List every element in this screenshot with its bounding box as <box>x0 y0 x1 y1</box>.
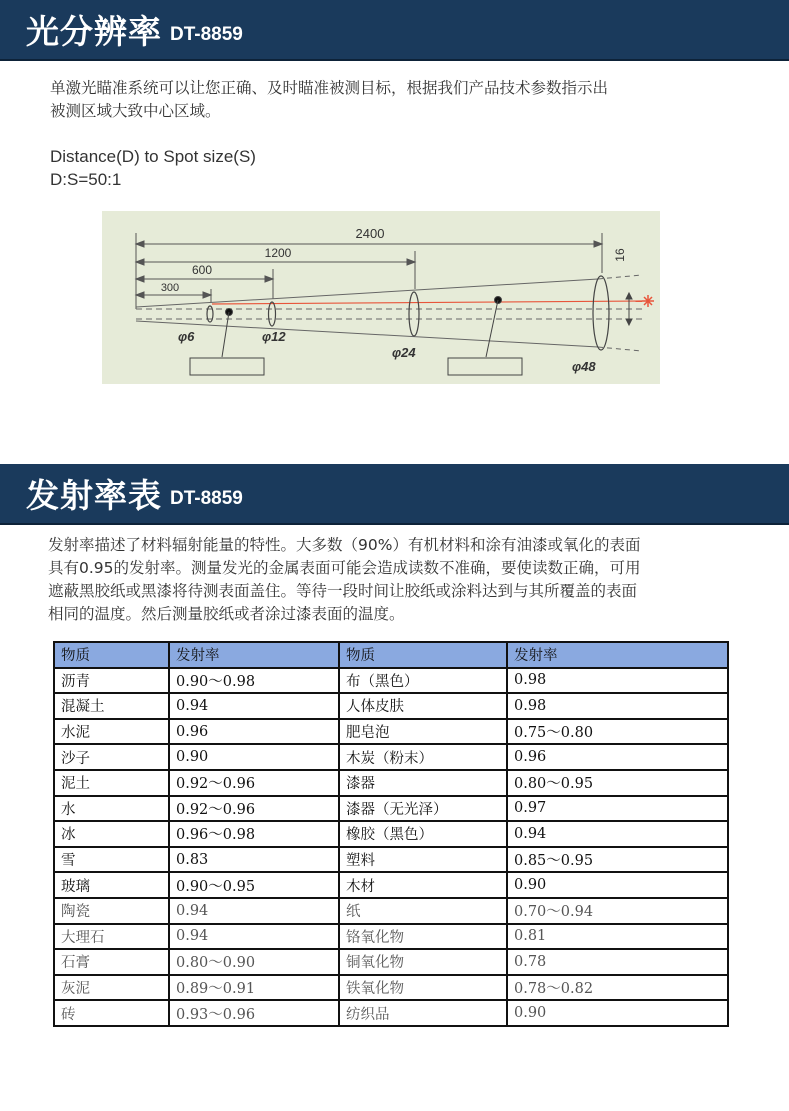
table-row <box>54 693 728 719</box>
emissivity-cell: 0.90～0.98 <box>169 668 339 694</box>
emissivity-cell: 0.75～0.80 <box>507 719 728 745</box>
table-row <box>54 796 728 822</box>
spot-size-6: φ6 <box>178 329 195 344</box>
material-cell: 木炭（粉末） <box>339 744 507 770</box>
emissivity-cell: 0.96 <box>507 744 728 770</box>
material-cell: 沙子 <box>54 744 169 770</box>
description-line: 遮蔽黑胶纸或黑漆将待测表面盖住。等待一段时间让胶纸或涂料达到与其所覆盖的表面 <box>48 582 638 600</box>
material-cell: 沥青 <box>54 668 169 694</box>
distance-label-1200: 1200 <box>264 246 292 260</box>
material-cell: 石膏 <box>54 949 169 975</box>
description-line: 被测区域大致中心区域。 <box>50 102 221 120</box>
emissivity-cell: 0.89～0.91 <box>169 975 339 1001</box>
section-title: 发射率表 <box>26 476 162 515</box>
emissivity-cell: 0.83 <box>169 847 339 873</box>
table-row <box>54 898 728 924</box>
material-cell: 混凝土 <box>54 693 169 719</box>
material-cell: 布（黑色） <box>339 668 507 694</box>
material-cell: 漆器（无光泽） <box>339 796 507 822</box>
distance-to-spot-diagram <box>102 211 660 384</box>
emissivity-cell: 0.97 <box>507 796 728 822</box>
description-line: 发射率描述了材料辐射能量的特性。大多数（90%）有机材料和涂有油漆或氧化的表面 <box>48 536 641 554</box>
emissivity-cell: 0.80～0.95 <box>507 770 728 796</box>
distance-label-2400: 2400 <box>355 226 385 241</box>
emissivity-cell: 0.94 <box>169 898 339 924</box>
material-cell: 冰 <box>54 821 169 847</box>
material-cell: 雪 <box>54 847 169 873</box>
description-line: 具有0.95的发射率。测量发光的金属表面可能会造成读数不准确，要使读数正确，可用 <box>48 559 641 577</box>
emissivity-cell: 0.96 <box>169 719 339 745</box>
callout-box <box>448 358 522 375</box>
material-cell: 木材 <box>339 872 507 898</box>
column-header-emissivity: 发射率 <box>169 642 339 668</box>
emissivity-cell: 0.90 <box>507 872 728 898</box>
table-row <box>54 872 728 898</box>
ds-label: Distance(D) to Spot size(S) <box>50 147 256 166</box>
material-cell: 砖 <box>54 1000 169 1026</box>
emissivity-cell: 0.93～0.96 <box>169 1000 339 1026</box>
spot-size-48: φ48 <box>572 359 596 374</box>
emissivity-cell: 0.92～0.96 <box>169 796 339 822</box>
table-row <box>54 949 728 975</box>
emissivity-description <box>48 534 758 626</box>
emissivity-cell: 0.98 <box>507 693 728 719</box>
emissivity-cell: 0.70～0.94 <box>507 898 728 924</box>
material-cell: 肥皂泡 <box>339 719 507 745</box>
description-line: 单激光瞄准系统可以让您正确、及时瞄准被测目标，根据我们产品技术参数指示出 <box>50 79 609 97</box>
material-cell: 塑料 <box>339 847 507 873</box>
emissivity-cell: 0.80～0.90 <box>169 949 339 975</box>
model-number: DT-8859 <box>170 24 243 45</box>
spot-size-12: φ12 <box>262 329 286 344</box>
material-cell: 大理石 <box>54 924 169 950</box>
material-cell: 人体皮肤 <box>339 693 507 719</box>
column-header-emissivity: 发射率 <box>507 642 728 668</box>
material-cell: 铬氧化物 <box>339 924 507 950</box>
offset-label: 16 <box>613 248 627 262</box>
callout-box <box>190 358 264 375</box>
table-row <box>54 924 728 950</box>
section-title: 光分辨率 <box>26 12 162 51</box>
material-cell: 泥土 <box>54 770 169 796</box>
table-row <box>54 770 728 796</box>
material-cell: 陶瓷 <box>54 898 169 924</box>
table-row <box>54 668 728 694</box>
spot-ellipse-24 <box>409 292 419 336</box>
material-cell: 纺织品 <box>339 1000 507 1026</box>
emissivity-cell: 0.78～0.82 <box>507 975 728 1001</box>
emissivity-cell: 0.81 <box>507 924 728 950</box>
ds-ratio: D:S=50:1 <box>50 170 122 189</box>
emissivity-cell: 0.90 <box>507 1000 728 1026</box>
section-banner-resolution <box>0 0 789 61</box>
emissivity-cell: 0.90～0.95 <box>169 872 339 898</box>
emissivity-cell: 0.85～0.95 <box>507 847 728 873</box>
emissivity-cell: 0.90 <box>169 744 339 770</box>
ds-ratio-block <box>50 145 750 191</box>
material-cell: 水 <box>54 796 169 822</box>
material-cell: 漆器 <box>339 770 507 796</box>
emissivity-cell: 0.94 <box>169 693 339 719</box>
material-cell: 纸 <box>339 898 507 924</box>
emissivity-table <box>53 641 729 1027</box>
table-row <box>54 975 728 1001</box>
material-cell: 橡胶（黑色） <box>339 821 507 847</box>
description-line: 相同的温度。然后测量胶纸或者涂过漆表面的温度。 <box>48 605 405 623</box>
table-row <box>54 821 728 847</box>
table-row <box>54 1000 728 1026</box>
table-row <box>54 847 728 873</box>
material-cell: 水泥 <box>54 719 169 745</box>
laser-point-icon <box>642 295 654 307</box>
table-row <box>54 744 728 770</box>
spot-ellipse-12 <box>269 302 276 326</box>
emissivity-cell: 0.96～0.98 <box>169 821 339 847</box>
emissivity-cell: 0.78 <box>507 949 728 975</box>
spot-ellipse-48 <box>593 276 609 350</box>
column-header-material: 物质 <box>54 642 169 668</box>
section-banner-emissivity <box>0 464 789 525</box>
resolution-description <box>50 77 750 123</box>
emissivity-cell: 0.98 <box>507 668 728 694</box>
emissivity-cell: 0.94 <box>169 924 339 950</box>
column-header-material: 物质 <box>339 642 507 668</box>
distance-label-600: 600 <box>191 263 213 277</box>
model-number: DT-8859 <box>170 488 243 509</box>
emissivity-cell: 0.94 <box>507 821 728 847</box>
spot-size-24: φ24 <box>392 345 416 360</box>
material-cell: 铁氧化物 <box>339 975 507 1001</box>
material-cell: 灰泥 <box>54 975 169 1001</box>
emissivity-cell: 0.92～0.96 <box>169 770 339 796</box>
material-cell: 铜氧化物 <box>339 949 507 975</box>
spot-ellipse-6 <box>207 306 213 322</box>
distance-label-300: 300 <box>160 282 180 294</box>
material-cell: 玻璃 <box>54 872 169 898</box>
table-row <box>54 719 728 745</box>
table-header-row <box>54 642 728 668</box>
